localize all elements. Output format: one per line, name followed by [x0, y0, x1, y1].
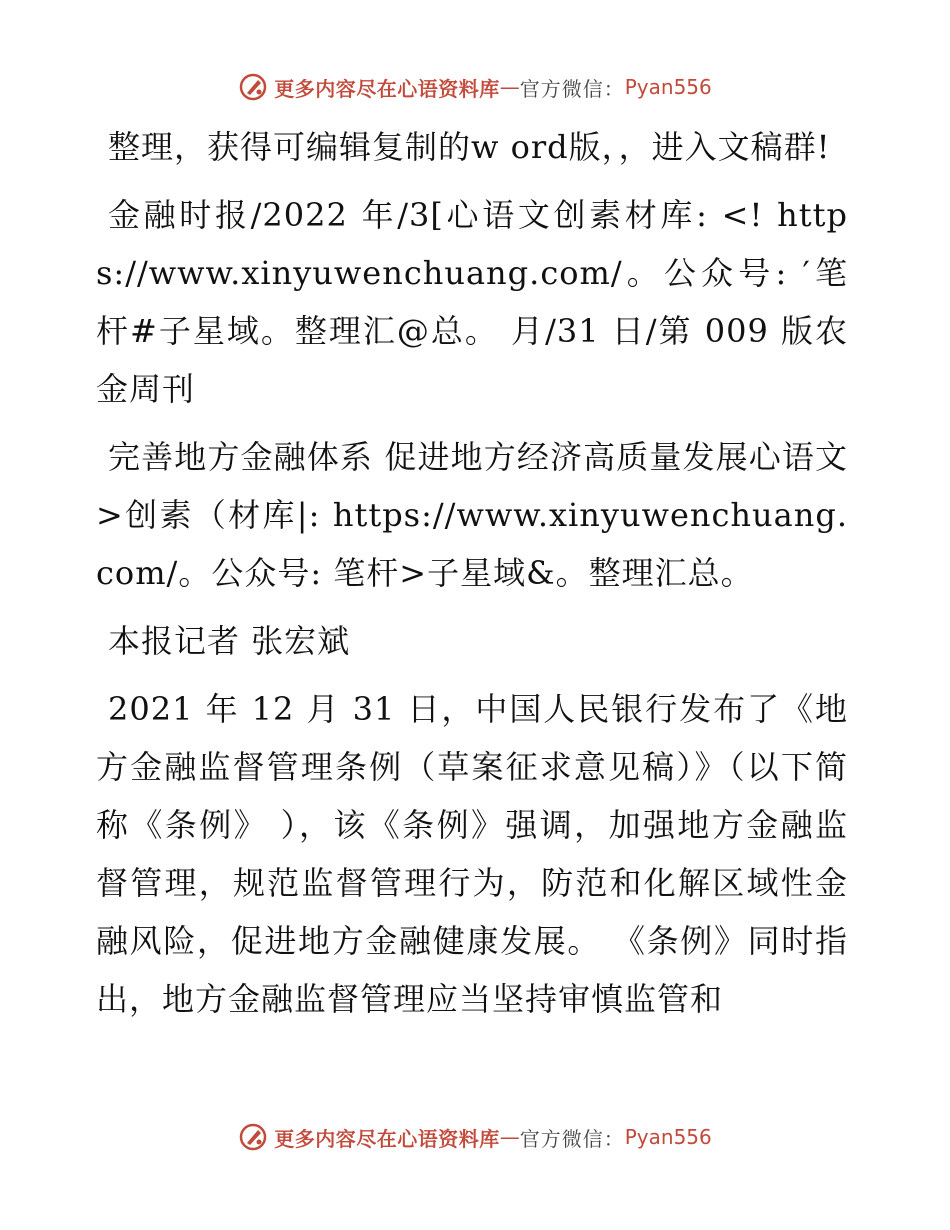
footer-wechat-label: 官方微信：: [519, 1126, 625, 1151]
brand-logo-icon: [238, 1122, 268, 1152]
paragraph-headline: 完善地方金融体系 促进地方经济高质量发展心语文>创素（材库|: https://www.xinyuwenchuang.com/。公众号: 笔杆>子星域&。整理汇总。: [96, 438, 848, 592]
footer-slogan: 更多内容尽在心语资料库: [274, 1126, 500, 1151]
paragraph-source: 金融时报/2022 年/3[心语文创素材库: <! https://www.xinyuwenchuang.com/。公众号: ′笔杆#子星域。整理汇@总。 月/31 日/第 009 版农金周刊: [96, 196, 848, 408]
banner-slogan: 更多内容尽在心语资料库: [274, 76, 500, 101]
paragraph-main: 2021 年 12 月 31 日，中国人民银行发布了《地方金融监督管理条例（草案征求意见稿）》（以下简称《条例》 ），该《条例》强调，加强地方金融监督管理，规范监督管理行为，防范和化解区域性金融风险，促进地方金融健康发展。 《条例》同时指出，地方金融监督管理应当坚持审慎监管和: [96, 690, 848, 1018]
brand-logo-icon: [238, 72, 268, 102]
paragraph-byline: 本报记者 张宏斌: [108, 622, 351, 660]
banner-wechat-id: Pyan556: [624, 75, 712, 99]
banner-dash: —: [499, 75, 520, 99]
footer-banner: [0, 1122, 950, 1152]
document-body: [96, 118, 848, 1038]
footer-dash: —: [499, 1125, 520, 1149]
banner-wechat-label: 官方微信：: [519, 76, 625, 101]
paragraph-intro: 整理，获得可编辑复制的w ord版，，进入文稿群!: [108, 128, 831, 166]
header-banner: [0, 72, 950, 102]
footer-wechat-id: Pyan556: [624, 1125, 712, 1149]
